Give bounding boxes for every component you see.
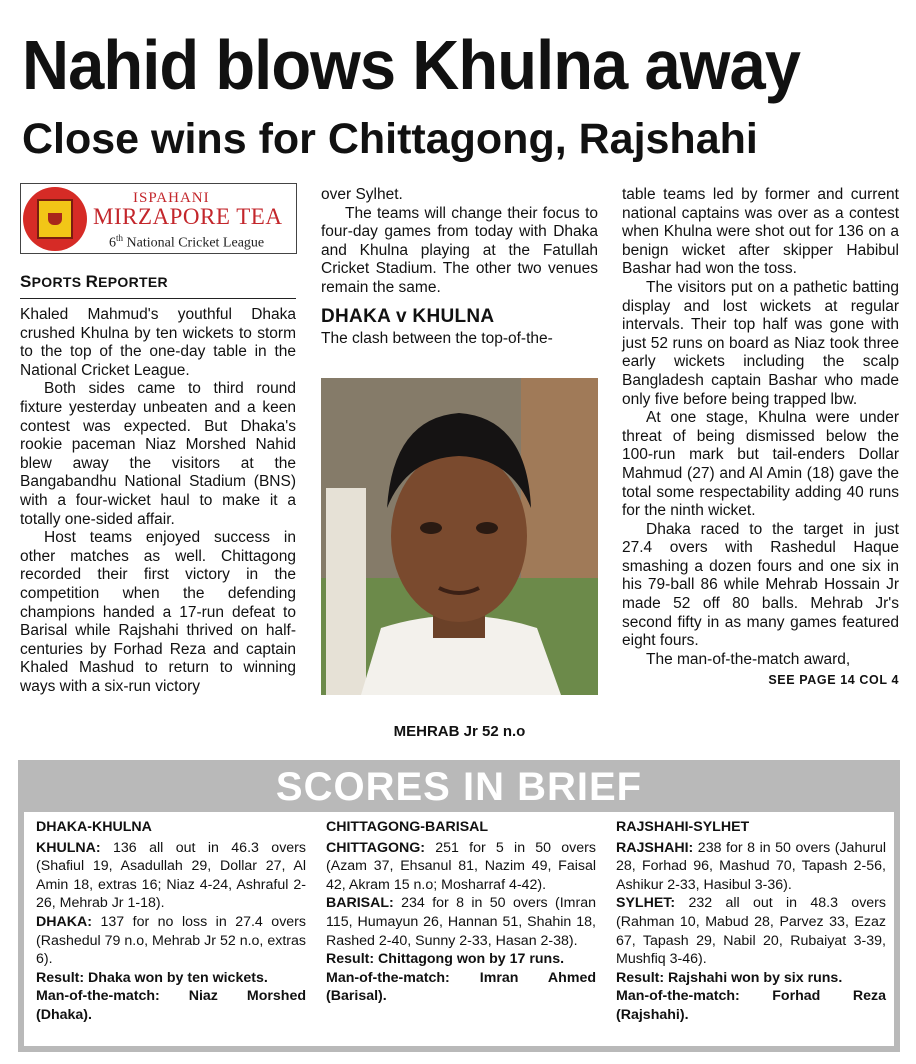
scores-in-brief-box [18,760,900,1052]
article-column-1 [20,306,296,696]
paragraph: The visitors put on a pathetic batting display and lost wickets at regular intervals. Their top half was gone with just 52 runs on board as Niaz took three early wickets including the scalp Bangladesh captain Bashar who made only five before being trapped lbw. [622,278,899,408]
paragraph: The man-of-the-match award, [646,650,851,668]
innings-2: SYLHET: 232 all out in 48.3 overs (Rahman 10, Mabud 28, Parvez 33, Ezaz 67, Tapash 29, Nabil 20, Rubaiyat 3-39, Mushfiq 3-46). [616,895,886,968]
man-of-the-match: Man-of-the-match: Niaz Morshed (Dhaka). [36,988,306,1023]
paragraph: The teams will change their focus to four-day games from today with Dhaka and Khulna playing at the Fatullah Cricket Stadium. The other two venues remain the same. [321,204,598,296]
subheadline: Close wins for Chittagong, Rajshahi [22,115,758,163]
paragraph: table teams led by former and current national captains was over as a contest when Khulna were shot out for 136 on a benign wicket after skipper Habibul Bashar had won the toss. [622,186,899,278]
paragraph: Both sides came to third round fixture yesterday unbeaten and a keen contest was expected. But Dhaka's rookie paceman Niaz Morshed Nahid blew away the visitors at the Bangabandhu National Stadium (BNS) with a four-wicket haul to make it a totally one-sided affair. [20,380,296,528]
match-title: DHAKA-KHULNA [36,819,152,835]
innings-1: CHITTAGONG: 251 for 5 in 50 overs (Azam 37, Ehsanul 81, Nazim 49, Faisal 42, Akram 15 n.o; Mosharraf 4-42). [326,839,596,893]
paragraph: The clash between the top-of-the- [321,329,553,347]
innings-2: BARISAL: 234 for 8 in 50 overs (Imran 115, Humayun 26, Hannan 51, Shahin 18, Rashed 2-40, Sunny 2-33, Hasan 2-38). [326,895,596,949]
paragraph: Khaled Mahmud's youthful Dhaka crushed Khulna by ten wickets to storm to the top of the one-day table in the National Cricket League. [20,306,296,379]
score-card [616,818,886,1025]
innings-1: RAJSHAHI: 238 for 8 in 50 overs (Jahurul 28, Forhad 96, Mashud 70, Tapash 2-56, Ashikur 2-33, Hasibul 3-36). [616,839,886,893]
match-title: RAJSHAHI-SYLHET [616,819,750,835]
paragraph: Dhaka raced to the target in just 27.4 overs with Rashedul Haque smashing a dozen fours and one six in his 79-ball 86 while Mehrab Hossain Jr made 52 off 80 balls. Mehrab Jr's second fifty in as many games featured eight fours. [622,520,899,650]
paragraph: At one stage, Khulna were under threat of being dismissed below the 100-run mark but tail-enders Dollar Mahmud (27) and Al Amin (18) gave the total some respectability adding 40 runs for the ninth wicket. [622,409,899,520]
sponsor-line1: ISPAHANI [133,190,210,206]
man-of-the-match: Man-of-the-match: Forhad Reza (Rajshahi). [616,988,886,1023]
score-card [326,818,596,1006]
photo-caption: MEHRAB Jr 52 n.o [393,723,526,740]
byline: SPORTS REPORTER [20,272,296,299]
match-result: Result: Chittagong won by 17 runs. [326,951,565,968]
article-column-3 [622,186,899,690]
sponsor-logo-box [20,183,297,254]
innings-1: KHULNA: 136 all out in 46.3 overs (Shafiul 19, Asadullah 29, Dollar 27, Al Amin 18, extras 16; Niaz 4-24, Ashraful 2-26, Mehrab Jr 1-18). [36,839,306,912]
scores-title: SCORES IN BRIEF [275,765,643,809]
innings-2: DHAKA: 137 for no loss in 27.4 overs (Rashedul 79 n.o, Mehrab Jr 52 n.o, extras 6). [36,913,306,968]
sponsor-line2: MIRZAPORE TEA [93,204,283,229]
man-of-the-match: Man-of-the-match: Imran Ahmed (Barisal). [326,969,596,1005]
tea-packet-logo-icon [23,187,87,251]
sponsor-line3: 6th National Cricket League [109,233,265,251]
continuation-reference: SEE PAGE 14 COL 4 [768,673,899,688]
match-result: Result: Rajshahi won by six runs. [616,969,843,986]
paragraph: over Sylhet. [321,186,403,203]
score-card [36,818,306,1025]
match-title: CHITTAGONG-BARISAL [326,819,489,835]
section-heading: DHAKA v KHULNA [321,305,495,327]
player-photo [321,378,598,695]
paragraph: Host teams enjoyed success in other matches as well. Chittagong recorded their first victory in the competition when the defending champions handed a 17-run defeat to Barisal while Rajshahi thrived on half-centuries by Forhad Reza and captain Khaled Mashud to return to winning ways with a six-run victory [20,529,296,695]
match-result: Result: Dhaka won by ten wickets. [36,969,268,986]
scores-panel [24,812,894,1046]
article-column-2 [321,186,598,348]
headline: Nahid blows Khulna away [22,26,801,104]
